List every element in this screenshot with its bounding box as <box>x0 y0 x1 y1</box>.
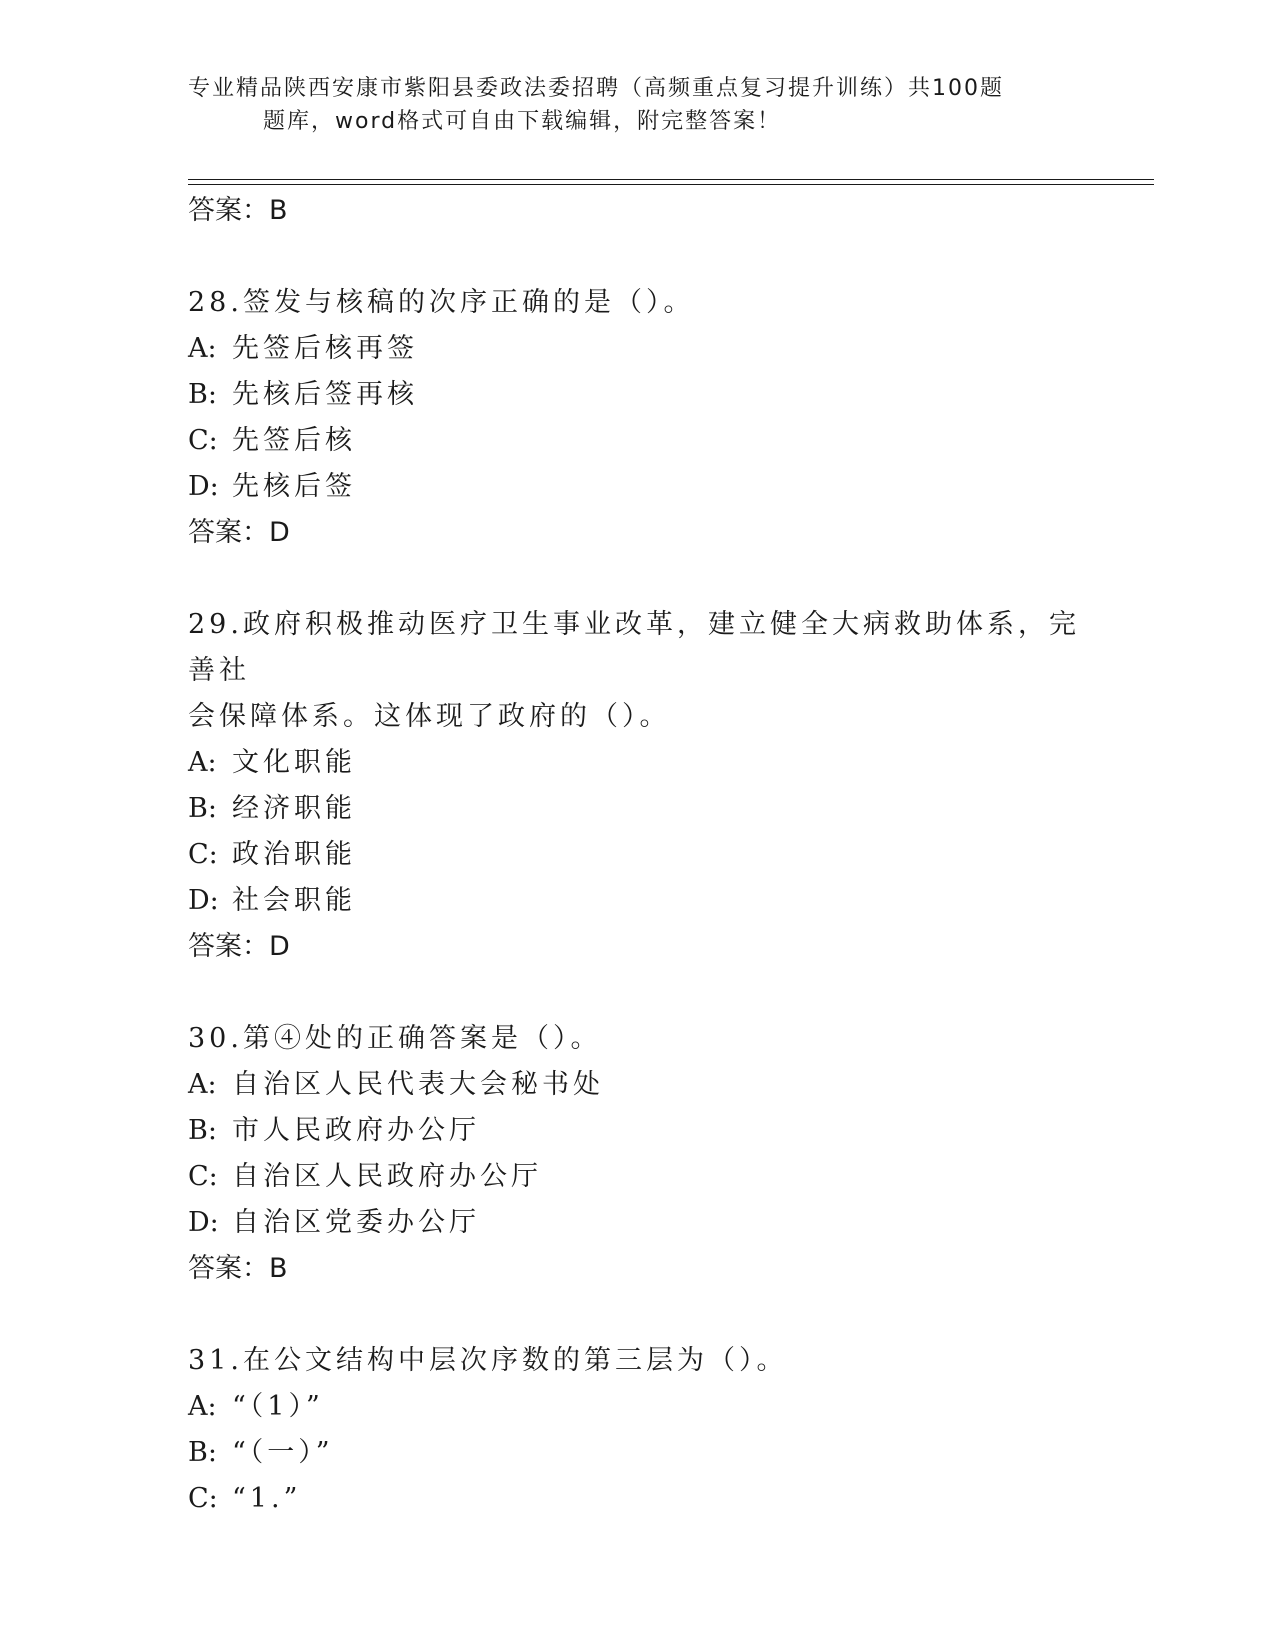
option-text: 先核后签再核 <box>232 379 418 410</box>
option-text: “1.” <box>232 1483 302 1514</box>
answer-line: 答案：B <box>188 195 288 226</box>
option-b <box>188 786 1088 832</box>
answer-line: 答案：D <box>188 931 290 962</box>
option-key: D: <box>188 471 219 502</box>
document-header <box>188 72 1048 138</box>
option-a <box>188 1384 1088 1430</box>
document-body <box>188 188 1088 1522</box>
option-key: A: <box>188 1069 217 1100</box>
question-text: 30.第④处的正确答案是（）。 <box>188 1023 602 1054</box>
question-30 <box>188 1016 1088 1292</box>
option-d <box>188 464 1088 510</box>
question-28 <box>188 280 1088 556</box>
option-key: D: <box>188 1207 219 1238</box>
option-text: 先核后签 <box>232 471 356 502</box>
question-text: 28.签发与核稿的次序正确的是（）。 <box>188 287 695 318</box>
option-key: C: <box>188 425 218 456</box>
header-divider-bottom <box>188 184 1154 185</box>
option-c <box>188 418 1088 464</box>
answer-line: 答案：B <box>188 1253 288 1284</box>
option-a <box>188 326 1088 372</box>
option-text: 政治职能 <box>232 839 356 870</box>
option-text: “（一）” <box>232 1437 334 1468</box>
option-c <box>188 832 1088 878</box>
option-text: 市人民政府办公厅 <box>232 1115 480 1146</box>
question-text-line-1: 29.政府积极推动医疗卫生事业改革，建立健全大病救助体系，完善社 <box>188 609 1080 686</box>
option-c <box>188 1154 1088 1200</box>
option-key: B: <box>188 1437 217 1468</box>
option-b <box>188 1430 1088 1476</box>
header-title-line-2: 题库，word格式可自由下载编辑，附完整答案！ <box>263 109 782 134</box>
header-title-line-1: 专业精品陕西安康市紫阳县委政法委招聘（高频重点复习提升训练）共100题 <box>188 76 1004 101</box>
option-d <box>188 878 1088 924</box>
option-key: A: <box>188 333 217 364</box>
question-text-line-2: 会保障体系。这体现了政府的（）。 <box>188 701 671 732</box>
option-text: 经济职能 <box>232 793 356 824</box>
option-key: D: <box>188 885 219 916</box>
option-text: 自治区人民政府办公厅 <box>232 1161 542 1192</box>
option-c <box>188 1476 1088 1522</box>
option-a <box>188 1062 1088 1108</box>
option-text: “（1）” <box>232 1391 324 1422</box>
option-key: B: <box>188 793 217 824</box>
option-text: 先签后核 <box>232 425 356 456</box>
question-31 <box>188 1338 1088 1522</box>
option-b <box>188 1108 1088 1154</box>
option-key: B: <box>188 379 217 410</box>
option-key: A: <box>188 1391 217 1422</box>
option-key: C: <box>188 1161 218 1192</box>
answer-line: 答案：D <box>188 517 290 548</box>
option-key: C: <box>188 1483 218 1514</box>
option-text: 社会职能 <box>232 885 356 916</box>
option-b <box>188 372 1088 418</box>
option-a <box>188 740 1088 786</box>
option-text: 自治区党委办公厅 <box>232 1207 480 1238</box>
option-key: A: <box>188 747 217 778</box>
option-key: B: <box>188 1115 217 1146</box>
option-text: 先签后核再签 <box>232 333 418 364</box>
option-d <box>188 1200 1088 1246</box>
option-key: C: <box>188 839 218 870</box>
option-text: 自治区人民代表大会秘书处 <box>232 1069 604 1100</box>
header-divider-top <box>188 179 1154 180</box>
question-text: 31.在公文结构中层次序数的第三层为（）。 <box>188 1345 788 1376</box>
question-29 <box>188 602 1088 970</box>
option-text: 文化职能 <box>232 747 356 778</box>
